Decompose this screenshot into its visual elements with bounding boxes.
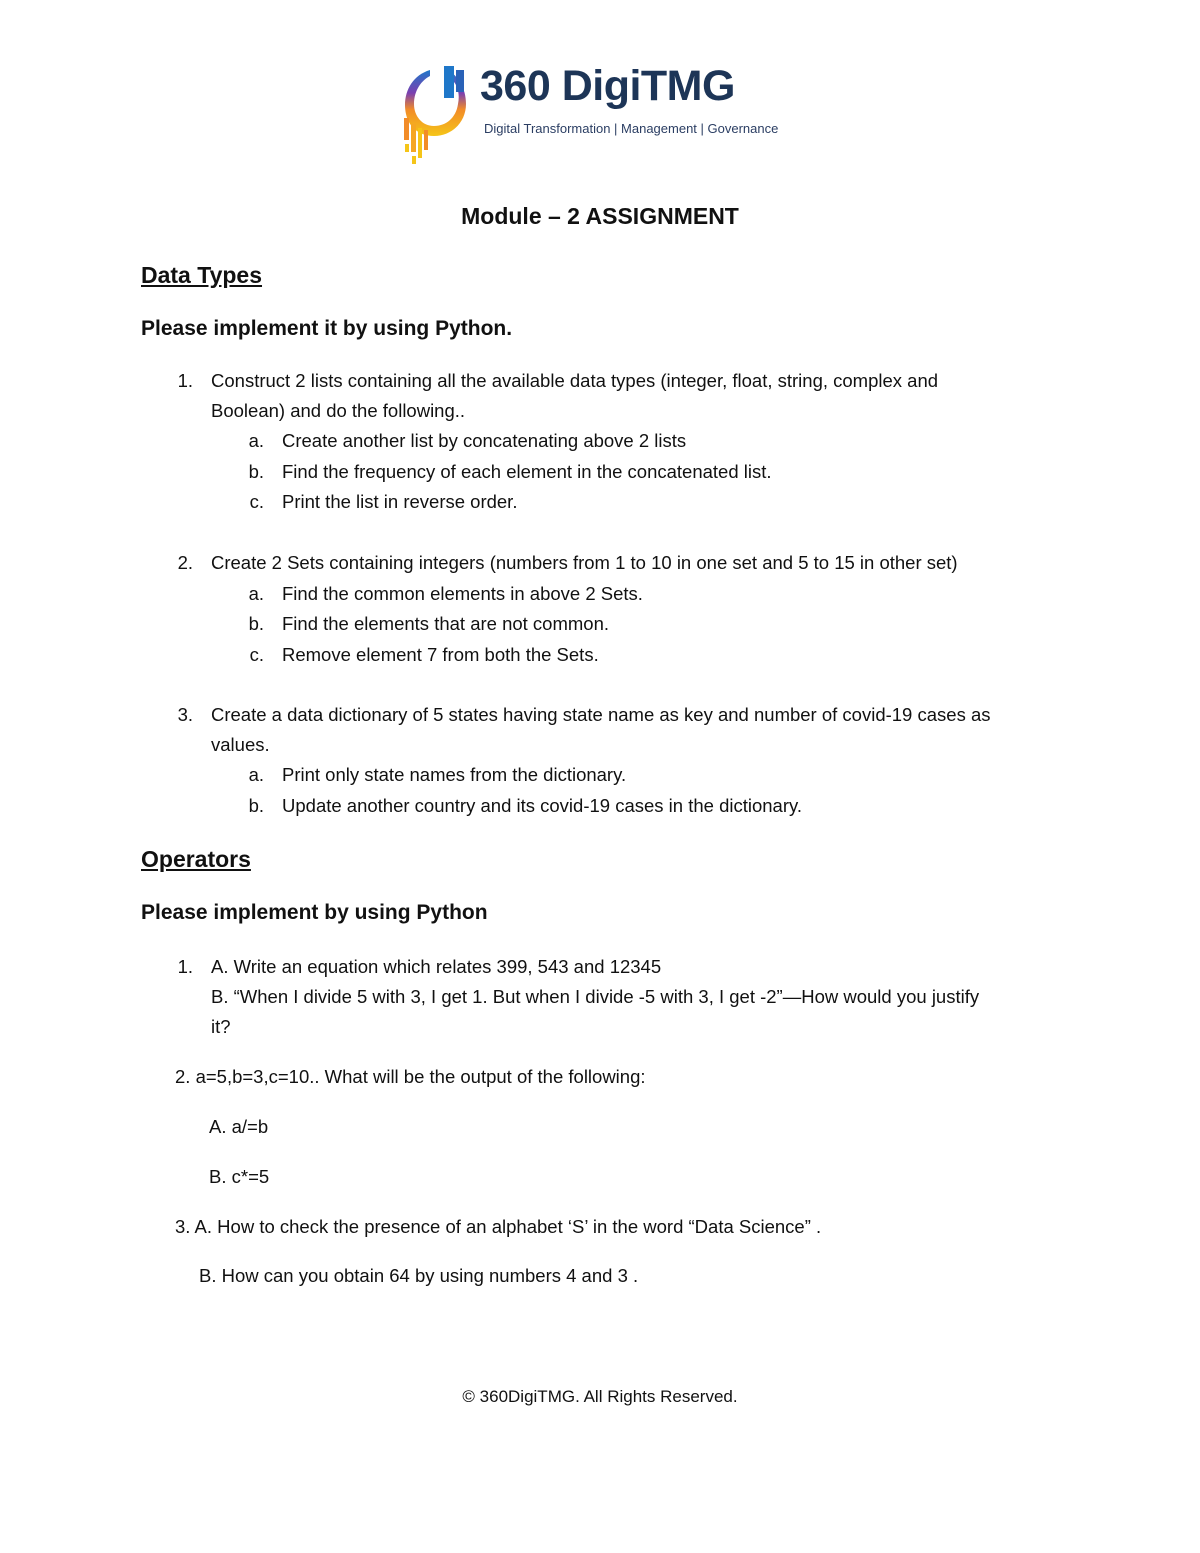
question-text: 2. a=5,b=3,c=10.. What will be the output of the following: <box>175 1066 646 1087</box>
question-text: Create 2 Sets containing integers (numbers from 1 to 10 in one set and 5 to 15 in other set) <box>211 552 958 573</box>
section-subheading-data-types: Please implement it by using Python. <box>141 317 513 340</box>
question-text: B. How can you obtain 64 by using numbers 4 and 3 . <box>199 1265 639 1286</box>
logo-name: 360 DigiTMG <box>480 62 735 110</box>
list-letter: b. <box>248 795 264 816</box>
list-item: B. c*=5 <box>209 1166 270 1187</box>
question-text: it? <box>211 1016 231 1037</box>
list-letter: c. <box>249 644 264 665</box>
list-letter: b. <box>248 613 264 634</box>
list-item: Find the elements that are not common. <box>282 613 610 634</box>
list-number: 1. <box>177 370 193 391</box>
question-text: values. <box>211 734 270 755</box>
section-subheading-operators: Please implement by using Python <box>141 901 488 924</box>
list-item: A. a/=b <box>209 1116 269 1137</box>
logo-mark-icon <box>400 62 475 167</box>
question-text: Create a data dictionary of 5 states having state name as key and number of covid-19 cases as <box>211 704 991 725</box>
footer-copyright: © 360DigiTMG. All Rights Reserved. <box>462 1387 738 1406</box>
list-item: Find the common elements in above 2 Sets. <box>282 583 643 604</box>
section-heading-operators: Operators <box>141 846 251 872</box>
question-text: A. Write an equation which relates 399, 543 and 12345 <box>211 956 662 977</box>
list-letter: c. <box>249 491 264 512</box>
page-title: Module – 2 ASSIGNMENT <box>461 203 739 229</box>
list-letter: a. <box>248 430 264 451</box>
list-item: Update another country and its covid-19 cases in the dictionary. <box>282 795 803 816</box>
list-item: Find the frequency of each element in the concatenated list. <box>282 461 772 482</box>
question-text: Construct 2 lists containing all the available data types (integer, float, string, complex and <box>211 370 939 391</box>
question-text: 3. A. How to check the presence of an alphabet ‘S’ in the word “Data Science” . <box>175 1216 822 1237</box>
list-number: 2. <box>177 552 193 573</box>
list-letter: a. <box>248 583 264 604</box>
list-number: 1. <box>177 956 193 977</box>
list-letter: b. <box>248 461 264 482</box>
list-item: Print the list in reverse order. <box>282 491 518 512</box>
section-heading-data-types: Data Types <box>141 262 263 288</box>
list-number: 3. <box>177 704 193 725</box>
question-text: Boolean) and do the following.. <box>211 400 466 421</box>
list-item: Create another list by concatenating above 2 lists <box>282 430 687 451</box>
list-item: Print only state names from the dictionary. <box>282 764 627 785</box>
list-item: Remove element 7 from both the Sets. <box>282 644 599 665</box>
logo-tagline: Digital Transformation | Management | Governance <box>484 121 779 136</box>
logo <box>400 62 800 172</box>
list-letter: a. <box>248 764 264 785</box>
question-text: B. “When I divide 5 with 3, I get 1. But when I divide -5 with 3, I get -2”—How would you justify <box>211 986 980 1007</box>
